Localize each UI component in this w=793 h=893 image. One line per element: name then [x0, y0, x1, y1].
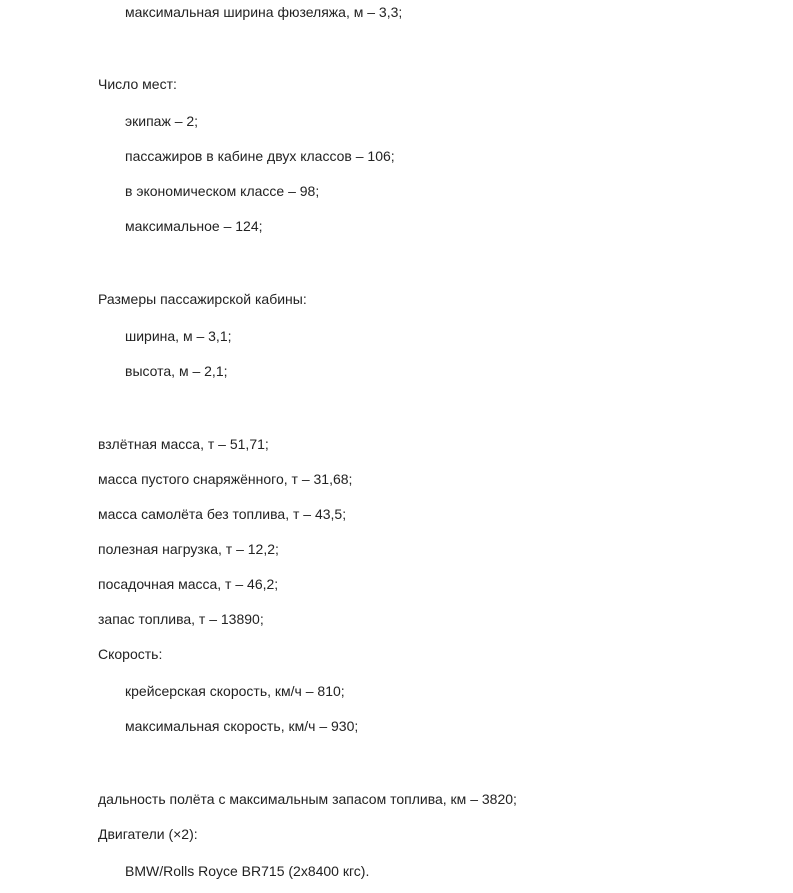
seats-maximum: максимальное – 124;: [125, 218, 263, 234]
mass-zero-fuel: масса самолёта без топлива, т – 43,5;: [98, 506, 347, 522]
flight-range: дальность полёта с максимальным запасом топлива, км – 3820;: [98, 791, 517, 807]
engines-heading: Двигатели (×2):: [98, 826, 198, 842]
seats-economy: в экономическом классе – 98;: [125, 183, 320, 199]
mass-landing: посадочная масса, т – 46,2;: [98, 576, 279, 592]
fuselage-max-width: максимальная ширина фюзеляжа, м – 3,3;: [125, 4, 403, 20]
cabin-height: высота, м – 2,1;: [125, 363, 228, 379]
speed-maximum: максимальная скорость, км/ч – 930;: [125, 718, 359, 734]
speed-cruise: крейсерская скорость, км/ч – 810;: [125, 683, 345, 699]
seats-crew: экипаж – 2;: [125, 113, 199, 129]
seats-heading: Число мест:: [98, 76, 177, 92]
mass-fuel-reserve: запас топлива, т – 13890;: [98, 611, 264, 627]
mass-payload: полезная нагрузка, т – 12,2;: [98, 541, 279, 557]
mass-empty-equipped: масса пустого снаряжённого, т – 31,68;: [98, 471, 353, 487]
seats-two-class: пассажиров в кабине двух классов – 106;: [125, 148, 395, 164]
mass-takeoff: взлётная масса, т – 51,71;: [98, 436, 269, 452]
cabin-width: ширина, м – 3,1;: [125, 328, 232, 344]
engines-model: BMW/Rolls Royce BR715 (2x8400 кгс).: [125, 863, 370, 879]
speed-heading: Скорость:: [98, 646, 163, 662]
cabin-heading: Размеры пассажирской кабины:: [98, 291, 307, 307]
